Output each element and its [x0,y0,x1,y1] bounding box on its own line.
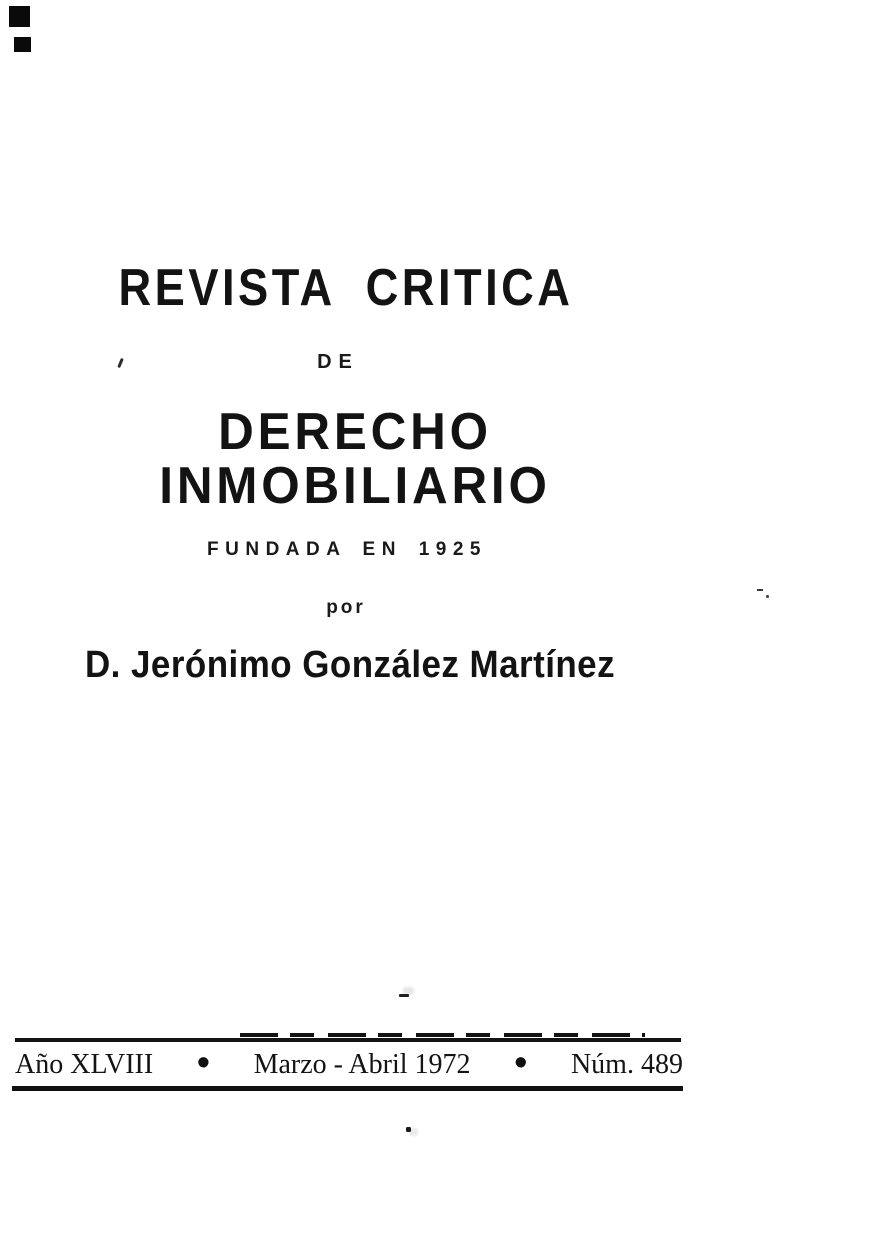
bullet-separator-icon: • [196,1042,211,1084]
bottom-rule [12,1086,683,1091]
scan-mark-squiggle-dot [766,595,769,598]
issue-bar [15,1042,683,1084]
founder-name: D. Jerónimo González Martínez [84,644,616,686]
founded-year-text: FUNDADA EN 1925 [207,539,487,560]
scan-mark-bottom-dot [406,1127,411,1132]
journal-title-line1: REVISTA CRITICA [118,259,574,317]
top-rule [15,1038,681,1042]
scan-mark-center-dash [399,994,409,997]
by-label: por [326,597,366,618]
issue-date: Marzo - Abril 1972 [253,1049,471,1080]
issue-volume: Año XLVIII [15,1049,154,1080]
issue-number: Núm. 489 [570,1049,683,1080]
journal-title-line2: DERECHO INMOBILIARIO [159,403,551,515]
top-rule-overlay [240,1033,645,1037]
scan-mark-square-1 [9,6,30,27]
scan-mark-squiggle-dash [757,589,763,591]
journal-title-connector: DE [317,351,359,373]
bullet-separator-icon: • [514,1042,528,1084]
scan-mark-square-2 [14,37,31,52]
